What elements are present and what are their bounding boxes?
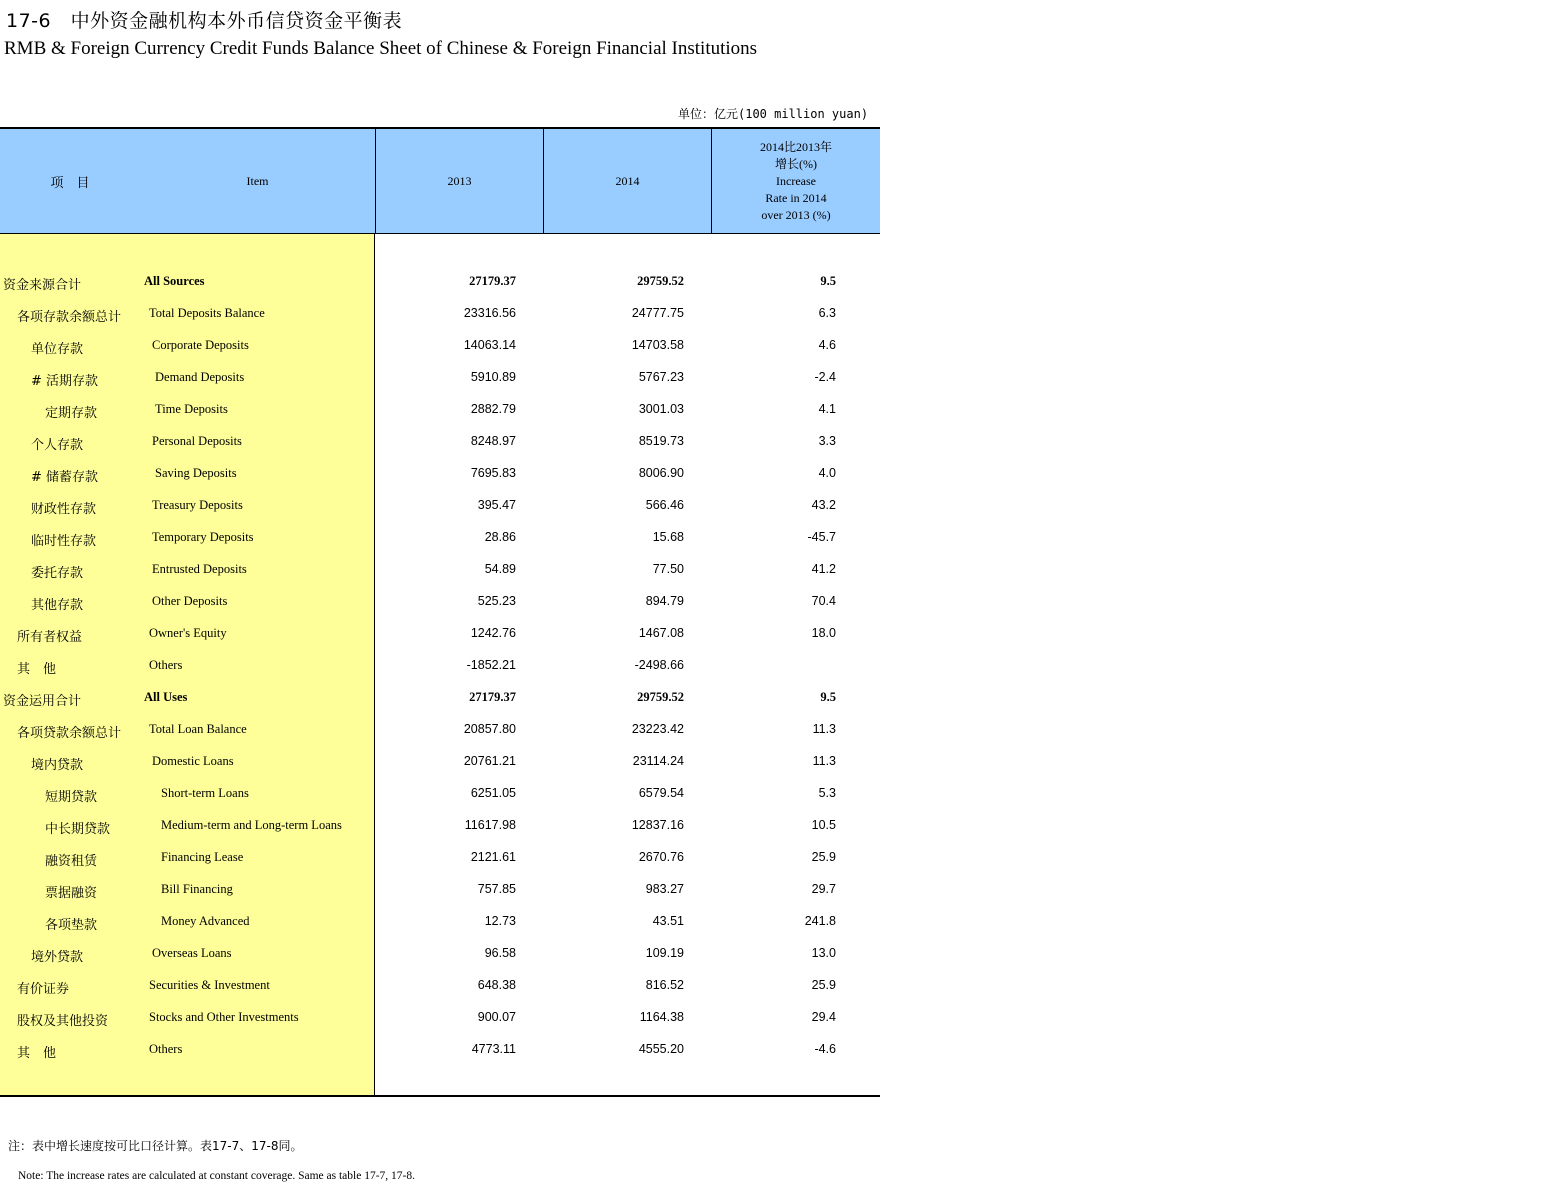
table-row xyxy=(0,402,880,434)
row-increase-rate: 11.3 xyxy=(812,754,836,768)
row-value-2013: 7695.83 xyxy=(470,466,516,480)
row-item-cn: 其 他 xyxy=(17,1046,57,1061)
row-item-en: Personal Deposits xyxy=(152,434,242,448)
row-increase-rate: 4.0 xyxy=(818,466,836,480)
table-row xyxy=(0,914,880,946)
row-increase-rate: 4.6 xyxy=(818,338,836,352)
row-increase-rate: 5.3 xyxy=(818,786,836,800)
row-item-cn: 财政性存款 xyxy=(31,502,97,517)
row-value-2014: 8519.73 xyxy=(638,434,684,448)
row-value-2014: 1164.38 xyxy=(639,1010,684,1024)
row-value-2014: 77.50 xyxy=(652,562,684,576)
note-en: Note: The increase rates are calculated at constant coverage. Same as table 17-7, 17-8. xyxy=(18,1170,415,1182)
table-row xyxy=(0,274,880,306)
row-item-en: Saving Deposits xyxy=(155,466,237,480)
row-increase-rate: 70.4 xyxy=(811,594,836,608)
row-value-2013: 14063.14 xyxy=(463,338,516,352)
row-value-2013: 6251.05 xyxy=(470,786,516,800)
header-rate-line: 2014比2013年 xyxy=(759,140,832,154)
row-value-2014: 23114.24 xyxy=(632,754,684,768)
row-value-2013: 23316.56 xyxy=(463,306,516,320)
row-item-en: Overseas Loans xyxy=(152,946,232,960)
page-title-en: RMB & Foreign Currency Credit Funds Balance Sheet of Chinese & Foreign Financial Institutions xyxy=(4,38,758,59)
row-value-2013: 20857.80 xyxy=(463,722,516,736)
row-value-2014: 15.68 xyxy=(652,530,684,544)
row-item-cn: 融资租赁 xyxy=(45,854,98,869)
row-item-en: Medium-term and Long-term Loans xyxy=(161,818,342,832)
table-row xyxy=(0,338,880,370)
row-value-2013: 2121.61 xyxy=(470,850,516,864)
row-item-en: Short-term Loans xyxy=(161,786,249,800)
table-row xyxy=(0,754,880,786)
row-increase-rate: 29.4 xyxy=(811,1010,836,1024)
row-value-2013: 757.85 xyxy=(477,882,516,896)
table-row xyxy=(0,946,880,978)
row-item-en: Demand Deposits xyxy=(155,370,245,384)
row-increase-rate: 13.0 xyxy=(811,946,836,960)
row-increase-rate: -2.4 xyxy=(814,370,836,384)
row-increase-rate: 29.7 xyxy=(811,882,836,896)
row-item-cn: 资金来源合计 xyxy=(3,278,82,293)
row-value-2014: 24777.75 xyxy=(631,306,684,320)
row-value-2014: 894.79 xyxy=(645,594,684,608)
row-item-en: Total Deposits Balance xyxy=(149,306,265,320)
row-item-en: All Uses xyxy=(144,690,188,704)
row-value-2014: 23223.42 xyxy=(631,722,684,736)
row-value-2013: 525.23 xyxy=(477,594,516,608)
table-row xyxy=(0,722,880,754)
row-value-2014: 983.27 xyxy=(645,882,684,896)
row-item-cn: 定期存款 xyxy=(45,406,98,421)
row-value-2013: 27179.37 xyxy=(469,690,516,704)
row-value-2014: 5767.23 xyxy=(638,370,684,384)
row-value-2014: 1467.08 xyxy=(638,626,684,640)
row-item-cn: 资金运用合计 xyxy=(3,694,82,709)
table-row xyxy=(0,466,880,498)
row-value-2014: 8006.90 xyxy=(638,466,684,480)
row-item-cn: 中长期贷款 xyxy=(45,822,111,837)
row-item-cn: 有价证券 xyxy=(17,982,70,997)
note-cn: 注：表中增长速度按可比口径计算。表17-7、17-8同。 xyxy=(8,1139,303,1153)
row-value-2013: 96.58 xyxy=(484,946,516,960)
table-row xyxy=(0,786,880,818)
row-increase-rate: 18.0 xyxy=(811,626,836,640)
row-item-en: Owner's Equity xyxy=(149,626,227,640)
table-row xyxy=(0,626,880,658)
row-increase-rate: 11.3 xyxy=(812,722,836,736)
table-row xyxy=(0,882,880,914)
row-value-2013: 5910.89 xyxy=(470,370,516,384)
row-value-2014: 12837.16 xyxy=(631,818,684,832)
header-rate-line: Increase xyxy=(776,174,816,188)
table-row xyxy=(0,978,880,1010)
row-item-en: Stocks and Other Investments xyxy=(149,1010,299,1024)
row-item-cn: 其他存款 xyxy=(31,598,84,613)
table-row xyxy=(0,850,880,882)
row-increase-rate: 9.5 xyxy=(820,690,836,704)
table-row xyxy=(0,370,880,402)
row-item-en: Bill Financing xyxy=(161,882,233,896)
row-value-2013: 4773.11 xyxy=(471,1042,516,1056)
row-item-cn: 各项垫款 xyxy=(45,918,98,933)
row-increase-rate: -4.6 xyxy=(814,1042,836,1056)
row-item-cn: 各项贷款余额总计 xyxy=(17,726,122,741)
row-item-en: Domestic Loans xyxy=(152,754,234,768)
row-item-cn: # 储蓄存款 xyxy=(31,470,99,485)
row-value-2014: 14703.58 xyxy=(631,338,684,352)
row-value-2013: 2882.79 xyxy=(470,402,516,416)
row-item-en: Corporate Deposits xyxy=(152,338,249,352)
row-increase-rate: 241.8 xyxy=(804,914,836,928)
unit-label: 单位：亿元(100 million yuan) xyxy=(678,107,869,121)
table-row xyxy=(0,818,880,850)
header-2013: 2013 xyxy=(375,129,543,234)
row-item-cn: 各项存款余额总计 xyxy=(17,310,122,325)
table-row xyxy=(0,530,880,562)
row-item-cn: 股权及其他投资 xyxy=(17,1014,109,1029)
row-value-2014: 109.19 xyxy=(645,946,684,960)
table-row xyxy=(0,562,880,594)
table-row xyxy=(0,306,880,338)
header-2014: 2014 xyxy=(543,129,711,234)
table-row xyxy=(0,1042,880,1074)
table-row xyxy=(0,690,880,722)
row-value-2014: 6579.54 xyxy=(638,786,684,800)
row-increase-rate: 41.2 xyxy=(811,562,836,576)
row-value-2014: -2498.66 xyxy=(634,658,684,672)
table-row xyxy=(0,434,880,466)
row-value-2013: 54.89 xyxy=(484,562,516,576)
row-value-2014: 43.51 xyxy=(652,914,684,928)
row-value-2014: 29759.52 xyxy=(637,274,684,288)
table-body xyxy=(0,234,880,1097)
header-rate-line: over 2013 (%) xyxy=(761,208,831,222)
row-item-cn: 其 他 xyxy=(17,662,57,677)
row-value-2013: 900.07 xyxy=(477,1010,516,1024)
row-increase-rate: 4.1 xyxy=(818,402,836,416)
row-increase-rate: 6.3 xyxy=(818,306,836,320)
row-item-cn: 委托存款 xyxy=(31,566,84,581)
table-row xyxy=(0,658,880,690)
row-item-cn: 境内贷款 xyxy=(31,758,84,773)
row-item-en: Money Advanced xyxy=(161,914,250,928)
row-item-cn: 票据融资 xyxy=(45,886,98,901)
row-value-2013: 395.47 xyxy=(477,498,516,512)
row-item-en: All Sources xyxy=(144,274,205,288)
header-item-en: Item xyxy=(246,174,269,188)
row-increase-rate: 25.9 xyxy=(811,978,836,992)
row-item-cn: 个人存款 xyxy=(31,438,84,453)
row-item-cn: 境外贷款 xyxy=(31,950,84,965)
row-item-en: Other Deposits xyxy=(152,594,228,608)
row-item-en: Others xyxy=(149,658,183,672)
row-increase-rate: 43.2 xyxy=(811,498,836,512)
row-value-2013: 27179.37 xyxy=(469,274,516,288)
row-increase-rate: -45.7 xyxy=(807,530,836,544)
row-item-en: Temporary Deposits xyxy=(152,530,254,544)
page-title-cn: 17-6 中外资金融机构本外币信贷资金平衡表 xyxy=(6,10,403,32)
row-increase-rate: 10.5 xyxy=(811,818,836,832)
header-rate-line: Rate in 2014 xyxy=(765,191,827,205)
row-value-2013: -1852.21 xyxy=(466,658,516,672)
header-rate-line: 增长(%) xyxy=(775,157,817,171)
row-value-2013: 8248.97 xyxy=(470,434,516,448)
row-item-en: Entrusted Deposits xyxy=(152,562,247,576)
row-item-en: Total Loan Balance xyxy=(149,722,247,736)
row-value-2014: 566.46 xyxy=(645,498,684,512)
row-item-cn: 单位存款 xyxy=(31,342,84,357)
row-increase-rate: 3.3 xyxy=(818,434,836,448)
header-item-cn: 项 目 xyxy=(50,176,90,191)
row-value-2014: 29759.52 xyxy=(637,690,684,704)
row-increase-rate: 25.9 xyxy=(811,850,836,864)
row-item-en: Others xyxy=(149,1042,183,1056)
row-item-cn: # 活期存款 xyxy=(31,374,99,389)
row-increase-rate: 9.5 xyxy=(820,274,836,288)
row-value-2013: 648.38 xyxy=(477,978,516,992)
table-row xyxy=(0,1010,880,1042)
row-item-en: Time Deposits xyxy=(155,402,228,416)
table-row xyxy=(0,594,880,626)
row-item-cn: 所有者权益 xyxy=(17,630,83,645)
row-item-cn: 临时性存款 xyxy=(31,534,97,549)
row-item-cn: 短期贷款 xyxy=(45,790,98,805)
row-value-2014: 4555.20 xyxy=(638,1042,684,1056)
row-item-en: Securities & Investment xyxy=(149,978,270,992)
row-value-2013: 20761.21 xyxy=(463,754,516,768)
row-value-2014: 816.52 xyxy=(645,978,684,992)
row-value-2013: 11617.98 xyxy=(464,818,516,832)
header-increase-rate xyxy=(711,129,880,234)
row-value-2013: 28.86 xyxy=(484,530,516,544)
row-item-en: Financing Lease xyxy=(161,850,244,864)
row-value-2014: 2670.76 xyxy=(638,850,684,864)
row-value-2013: 1242.76 xyxy=(470,626,516,640)
table-header xyxy=(0,127,880,234)
row-value-2014: 3001.03 xyxy=(638,402,684,416)
row-item-en: Treasury Deposits xyxy=(152,498,243,512)
table-row xyxy=(0,498,880,530)
row-value-2013: 12.73 xyxy=(484,914,516,928)
